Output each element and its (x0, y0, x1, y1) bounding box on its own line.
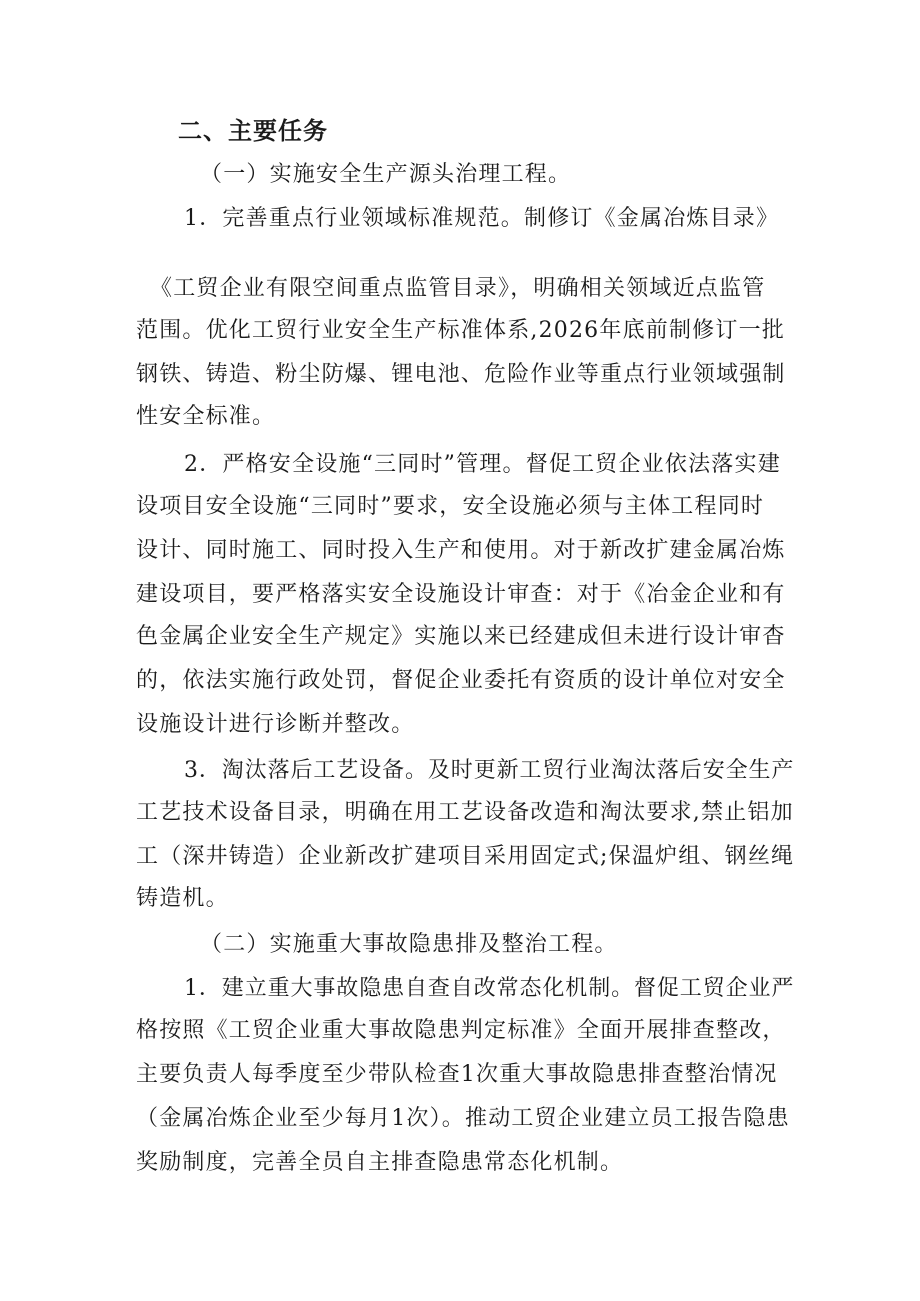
paragraph-line: 建设项目，要严格落实安全设施设计审查：对于《冶金企业和有 (136, 582, 786, 607)
section-heading: 二、主要任务 (178, 117, 328, 145)
paragraph-line: 设项目安全设施“三同时”要求，安全设施必须与主体工程同时 (136, 494, 765, 519)
paragraph-line: 1．完善重点行业领域标准规范。制修订《金属冶炼目录》 (184, 206, 780, 231)
paragraph-line: 色金属企业安全生产规定》实施以来已经建成但未进行设计审杳 (136, 624, 786, 649)
paragraph-line: 工（深井铸造）企业新改扩建项目采用固定式;保温炉组、钢丝绳 (136, 844, 795, 869)
paragraph-line: 2．严格安全设施“三同时”管理。督促工贸企业依法落实建 (184, 452, 781, 477)
paragraph-line: 范围。优化工贸行业安全生产标准体系,2026年底前制修订一批 (136, 318, 785, 343)
subsection-heading-2: （二）实施重大事故隐患排及整治工程。 (200, 932, 618, 957)
paragraph-line: 《工贸企业有限空间重点监管目录》，明确相关领域近点监管 (150, 276, 766, 301)
paragraph-line: （金属冶炼企业至少每月1次）。推动工贸企业建立员工报告隐患 (136, 1106, 790, 1131)
paragraph-line: 铸造机。 (136, 886, 229, 911)
paragraph-line: 设施设计进行诊断并整改。 (136, 712, 415, 737)
paragraph-line: 主要负责人每季度至少带队检查1次重大事故隐患排查整治情况 (136, 1062, 778, 1087)
paragraph-line: 工艺技术设备目录，明确在用工艺设备改造和淘汰要求,禁止铝加 (136, 800, 794, 825)
subsection-heading-1: （一）实施安全生产源头治理工程。 (200, 162, 572, 187)
paragraph-line: 性安全标准。 (136, 404, 276, 429)
paragraph-line: 3．淘汰落后工艺设备。及时更新工贸行业淘汰落后安全生产 (184, 758, 795, 783)
paragraph-line: 奖励制度，完善全员自主排查隐患常态化机制。 (136, 1150, 624, 1175)
paragraph-line: 设计、同时施工、同时投入生产和使用。对于新改扩建金属冶炼 (136, 538, 786, 563)
paragraph-line: 格按照《工贸企业重大事故隐患判定标准》全面开展排查整改， (136, 1018, 786, 1043)
paragraph-line: 钢铁、铸造、粉尘防爆、锂电池、危险作业等重点行业领域强制 (136, 362, 786, 387)
paragraph-line: 的，依法实施行政处罚，督促企业委托有资质的设计单位对安全 (136, 668, 786, 693)
paragraph-line: 1．建立重大事故隐患自查自改常态化机制。督促工贸企业严 (184, 976, 795, 1001)
